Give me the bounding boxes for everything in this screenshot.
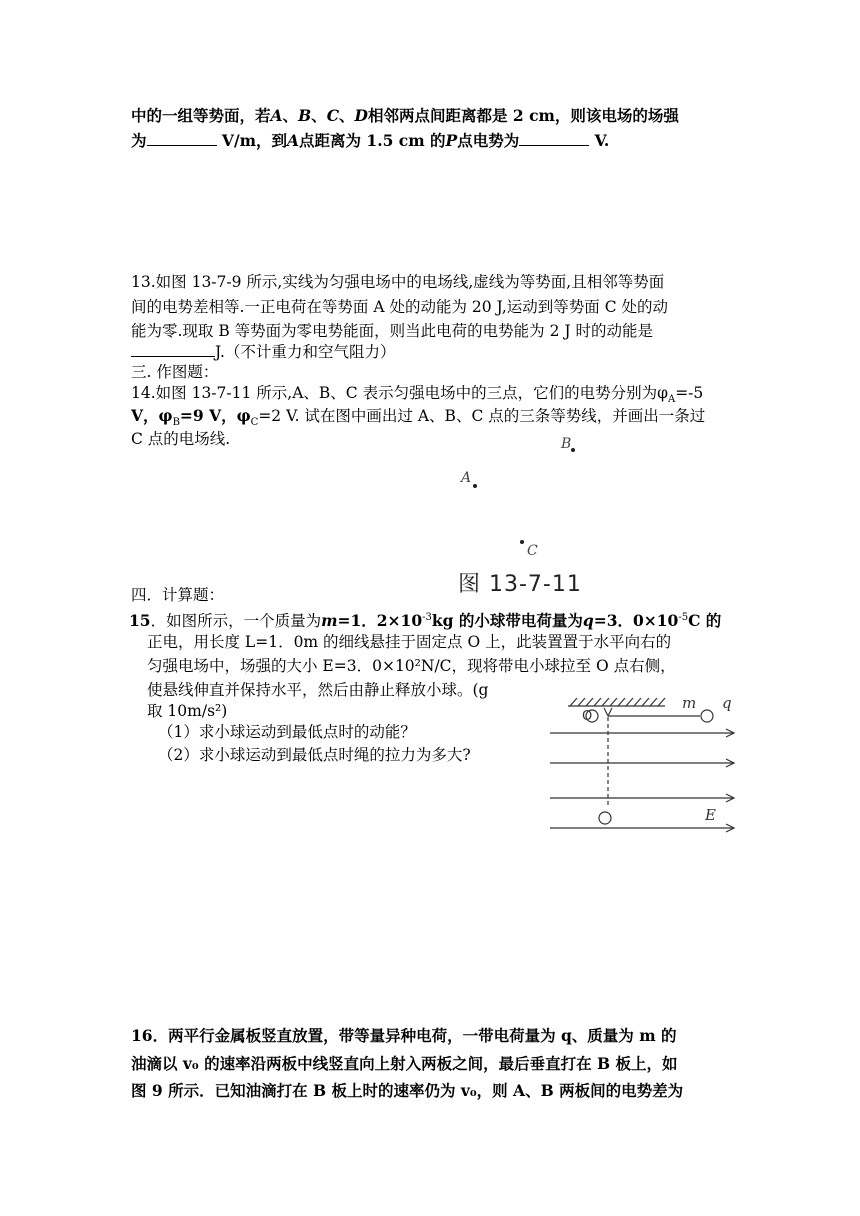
q12-line1: 中的一组等势面，若A、B、C、D相邻两点间距离都是 2 cm，则该电场的场强 [131,106,679,125]
q15-sub1: （1）求小球运动到最低点时的动能？ [158,723,416,741]
q13-line4: J.（不计重力和空气阻力） [131,342,395,362]
label-q: q [722,694,732,712]
point-b-dot [571,448,575,452]
q14-line1: 14.如图 13-7-11 所示,A、B、C 表示匀强电场中的三点，它们的电势分别为$\varphi_A=-5$ [131,384,704,406]
answer-blank[interactable] [519,131,589,146]
label-m: m [682,694,697,712]
q13-line1: 13.如图 13-7-9 所示,实线为匀强电场中的电场线,虚线为等势面,且相邻等势面 [131,273,665,291]
q16-line1: 16．两平行金属板竖直放置，带等量异种电荷，一带电荷量为 q、质量为 m 的 [131,1026,677,1045]
point-label-a: A [461,470,472,486]
q15-line2: 正电，用长度 L=1．0m 的细线悬挂于固定点 O 上，此装置置于水平向右的 [147,633,672,651]
q16-line3: 图 9 所示．已知油滴打在 B 板上时的速率仍为 v₀，则 A、B 两板间的电势差为 [131,1081,684,1100]
answer-blank[interactable] [131,342,215,357]
point-a-dot [473,484,477,488]
q14-line3: C 点的电场线. [131,430,231,448]
q13-line3: 能为零.现取 B 等势面为零电势能面，则当此电荷的电势能为 2 J 时的动能是 [131,322,654,340]
q14-line2: V，$\varphi_B=9$ V，$\varphi_C=2$ V. 试在图中画出过 A、B、C 点的三条等势线，并画出一条过 [131,406,706,429]
q15-line3: 匀强电场中，场强的大小 E=3．0×10²N/C，现将带电小球拉至 O 点右侧， [147,657,676,675]
q15-line1: 15．如图所示，一个质量为m=1．$2\times 10^{-3}kg$ 的小球带电荷量为q=3．$0\times 10^{-5}C$ 的 [129,611,722,631]
figure-caption: 图 13-7-11 [458,572,582,597]
point-c-dot [520,540,524,544]
point-label-c: C [527,543,538,559]
q15-sub2: （2）求小球运动到最低点时绳的拉力为多大? [158,746,471,764]
label-e: E [705,806,716,824]
q13-line2: 间的电势差相等.一正电荷在等势面 A 处的动能为 20 J,运动到等势面 C 处的动 [131,298,668,316]
point-label-b: B [561,436,572,452]
label-o: O [582,709,593,724]
section-3-heading: 三. 作图题： [131,363,219,381]
q12-line2: 为 V/m，到A点距离为 1.5 cm 的P点电势为 V. [131,131,610,150]
q16-line2: 油滴以 v₀ 的速率沿两板中线竖直向上射入两板之间，最后垂直打在 B 板上，如 [131,1054,678,1073]
answer-blank[interactable] [147,131,217,146]
section-4-heading: 四．计算题： [131,586,225,604]
pendulum-field-figure [550,688,750,838]
q15-line5: 取 10m/s²) [147,702,228,720]
q15-line4: 使悬线伸直并保持水平，然后由静止释放小球。(g [147,681,489,699]
